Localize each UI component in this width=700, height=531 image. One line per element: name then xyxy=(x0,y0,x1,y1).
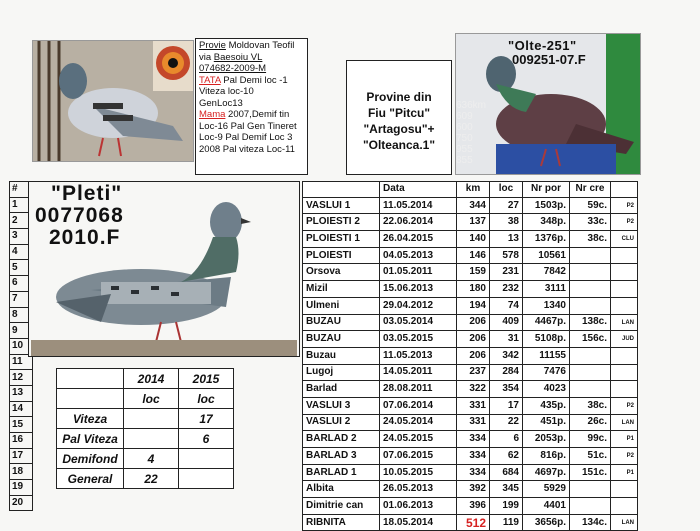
race-place: 578 xyxy=(490,247,523,264)
race-place: 231 xyxy=(490,264,523,281)
race-category: P1 xyxy=(611,431,638,448)
race-date: 03.05.2014 xyxy=(380,314,457,331)
summary-value: 6 xyxy=(179,429,234,449)
race-fanciers xyxy=(570,281,611,298)
race-fanciers: 134c. xyxy=(570,514,611,531)
column-header: Data xyxy=(380,182,457,198)
race-distance: 392 xyxy=(457,481,490,498)
table-row xyxy=(303,414,638,431)
race-location: Barlad xyxy=(303,381,380,398)
row-index: 17 xyxy=(10,448,33,464)
race-location: BARLAD 3 xyxy=(303,448,380,465)
overlay-line: 636km xyxy=(456,100,487,111)
race-pigeons: 4401 xyxy=(523,498,570,515)
summary-value: 22 xyxy=(124,469,179,489)
race-category: P2 xyxy=(611,448,638,465)
sire-ring-number: 009251-07.F xyxy=(512,52,586,67)
loc-2015: loc xyxy=(179,389,234,409)
race-category xyxy=(611,247,638,264)
race-category: P2 xyxy=(611,197,638,214)
race-date: 24.05.2015 xyxy=(380,431,457,448)
race-distance: 180 xyxy=(457,281,490,298)
origin-line-4: "Olteanca.1" xyxy=(362,138,436,152)
race-distance: 322 xyxy=(457,381,490,398)
mama-label: Mama xyxy=(199,109,226,120)
race-date: 11.05.2013 xyxy=(380,347,457,364)
race-results-table xyxy=(302,181,638,531)
race-date: 01.06.2013 xyxy=(380,498,457,515)
summary-label: Viteza xyxy=(57,409,124,429)
race-place: 31 xyxy=(490,331,523,348)
race-fanciers: 138c. xyxy=(570,314,611,331)
summary-row xyxy=(57,449,234,469)
race-place: 409 xyxy=(490,314,523,331)
column-header: Nr por xyxy=(523,182,570,198)
race-category xyxy=(611,498,638,515)
overlay-line: 855 xyxy=(456,155,473,166)
parent-photo xyxy=(32,40,194,162)
race-distance: 512 xyxy=(457,514,490,531)
tata-text: Pal Demi loc -1 xyxy=(223,74,288,86)
row-index: 7 xyxy=(10,291,33,307)
race-date: 15.06.2013 xyxy=(380,281,457,298)
overlay-line: 609 xyxy=(456,111,473,122)
race-pigeons: 7476 xyxy=(523,364,570,381)
race-place: 199 xyxy=(490,498,523,515)
summary-row xyxy=(57,409,234,429)
summary-value xyxy=(124,429,179,449)
pedigree-info-box xyxy=(195,38,308,175)
race-place: 62 xyxy=(490,448,523,465)
summary-value: 17 xyxy=(179,409,234,429)
race-fanciers xyxy=(570,347,611,364)
table-row xyxy=(303,281,638,298)
race-distance: 206 xyxy=(457,347,490,364)
race-location: BARLAD 1 xyxy=(303,464,380,481)
race-category xyxy=(611,264,638,281)
race-pigeons: 451p. xyxy=(523,414,570,431)
race-pigeons: 11155 xyxy=(523,347,570,364)
race-pigeons: 3656p. xyxy=(523,514,570,531)
race-fanciers: 151c. xyxy=(570,464,611,481)
info-line-10: 2008 Pal viteza Loc-11 xyxy=(199,143,295,155)
summary-value xyxy=(179,469,234,489)
race-location: Dimitrie can xyxy=(303,498,380,515)
summary-label: Demifond xyxy=(57,449,124,469)
race-pigeons: 5929 xyxy=(523,481,570,498)
race-fanciers: 156c. xyxy=(570,331,611,348)
race-location: BARLAD 2 xyxy=(303,431,380,448)
race-distance: 146 xyxy=(457,247,490,264)
race-distance: 331 xyxy=(457,414,490,431)
row-index: 16 xyxy=(10,433,33,449)
via-value: Baesoiu VL xyxy=(213,51,263,63)
bird-year: 2010.F xyxy=(49,226,121,249)
race-distance: 159 xyxy=(457,264,490,281)
summary-corner-2 xyxy=(57,389,124,409)
results-summary xyxy=(56,368,234,489)
race-pigeons: 10561 xyxy=(523,247,570,264)
row-index: 1 xyxy=(10,197,33,213)
race-pigeons: 435p. xyxy=(523,397,570,414)
table-row xyxy=(303,314,638,331)
race-date: 07.06.2014 xyxy=(380,397,457,414)
race-category: P1 xyxy=(611,464,638,481)
race-place: 22 xyxy=(490,414,523,431)
summary-label: General xyxy=(57,469,124,489)
race-date: 29.04.2012 xyxy=(380,297,457,314)
race-place: 27 xyxy=(490,197,523,214)
race-distance: 137 xyxy=(457,214,490,231)
row-index: 13 xyxy=(10,385,33,401)
row-index: 14 xyxy=(10,401,33,417)
table-row xyxy=(303,197,638,214)
info-line-8: Loc-16 Pal Gen Tineret xyxy=(199,120,297,132)
column-header xyxy=(611,182,638,198)
race-fanciers xyxy=(570,498,611,515)
race-place: 74 xyxy=(490,297,523,314)
race-date: 04.05.2013 xyxy=(380,247,457,264)
row-index: 9 xyxy=(10,323,33,339)
table-row xyxy=(303,331,638,348)
summary-row xyxy=(57,469,234,489)
race-place: 342 xyxy=(490,347,523,364)
race-location: Albita xyxy=(303,481,380,498)
row-index: 10 xyxy=(10,338,33,354)
race-fanciers xyxy=(570,247,611,264)
race-place: 345 xyxy=(490,481,523,498)
race-category xyxy=(611,281,638,298)
race-pigeons: 4697p. xyxy=(523,464,570,481)
table-row xyxy=(303,498,638,515)
mama-text: 2007,Demif tin xyxy=(228,109,290,120)
race-distance: 194 xyxy=(457,297,490,314)
info-line-5: Viteza loc-10 xyxy=(199,86,254,97)
race-distance: 140 xyxy=(457,231,490,248)
summary-label: Pal Viteza xyxy=(57,429,124,449)
race-location: Buzau xyxy=(303,347,380,364)
row-index: 3 xyxy=(10,229,33,245)
race-category: LAN xyxy=(611,514,638,531)
race-place: 17 xyxy=(490,397,523,414)
sire-ring: 074682-2009-M xyxy=(199,63,267,74)
row-index: 4 xyxy=(10,244,33,260)
race-fanciers: 59c. xyxy=(570,197,611,214)
race-category: P2 xyxy=(611,214,638,231)
table-row xyxy=(303,214,638,231)
race-location: Lugoj xyxy=(303,364,380,381)
race-location: PLOIESTI 2 xyxy=(303,214,380,231)
column-header: Nr cre xyxy=(570,182,611,198)
provie-label: Provie xyxy=(199,40,226,51)
race-distance: 206 xyxy=(457,314,490,331)
race-fanciers xyxy=(570,297,611,314)
race-location: PLOIESTI 1 xyxy=(303,231,380,248)
pigeon-main-image xyxy=(31,182,297,356)
table-row xyxy=(303,448,638,465)
year-2015: 2015 xyxy=(179,369,234,389)
origin-line-3: "Artagosu"+ xyxy=(363,122,435,136)
sire-photo xyxy=(455,33,641,175)
year-2014: 2014 xyxy=(124,369,179,389)
row-index: 18 xyxy=(10,464,33,480)
table-row xyxy=(303,431,638,448)
race-location: VASLUI 3 xyxy=(303,397,380,414)
race-distance: 334 xyxy=(457,464,490,481)
race-pigeons: 3111 xyxy=(523,281,570,298)
column-header xyxy=(303,182,380,198)
race-category: CLU xyxy=(611,231,638,248)
sire-distance-overlay xyxy=(456,100,486,166)
race-fanciers xyxy=(570,364,611,381)
origin-line-1: Provine din xyxy=(366,90,432,104)
race-category xyxy=(611,297,638,314)
race-pigeons: 2053p. xyxy=(523,431,570,448)
bird-name: "Pleti" xyxy=(51,182,123,205)
race-distance: 331 xyxy=(457,397,490,414)
summary-corner xyxy=(57,369,124,389)
race-fanciers: 51c. xyxy=(570,448,611,465)
table-row xyxy=(303,381,638,398)
race-category: P2 xyxy=(611,397,638,414)
via-label: via xyxy=(199,51,212,63)
table-row xyxy=(303,297,638,314)
bird-ring: 0077068 xyxy=(35,204,124,227)
race-pigeons: 348p. xyxy=(523,214,570,231)
race-pigeons: 5108p. xyxy=(523,331,570,348)
race-location: Ulmeni xyxy=(303,297,380,314)
race-fanciers: 99c. xyxy=(570,431,611,448)
race-date: 10.05.2015 xyxy=(380,464,457,481)
overlay-line: 600 xyxy=(456,122,473,133)
race-pigeons: 4467p. xyxy=(523,314,570,331)
summary-value xyxy=(124,409,179,429)
race-pigeons: 4023 xyxy=(523,381,570,398)
table-row xyxy=(303,231,638,248)
race-date: 24.05.2014 xyxy=(380,414,457,431)
table-row xyxy=(303,347,638,364)
race-date: 07.06.2015 xyxy=(380,448,457,465)
race-location: VASLUI 1 xyxy=(303,197,380,214)
race-date: 11.05.2014 xyxy=(380,197,457,214)
race-place: 6 xyxy=(490,431,523,448)
race-place: 38 xyxy=(490,214,523,231)
race-category xyxy=(611,481,638,498)
race-date: 28.08.2011 xyxy=(380,381,457,398)
bird-identity xyxy=(28,181,300,357)
race-date: 22.06.2014 xyxy=(380,214,457,231)
table-row xyxy=(303,364,638,381)
info-line-9: Loc-9 Pal Demif Loc 3 xyxy=(199,132,293,143)
race-location: BUZAU xyxy=(303,331,380,348)
race-location: PLOIESTI xyxy=(303,247,380,264)
summary-row xyxy=(57,429,234,449)
overlay-line: 955 xyxy=(456,144,473,155)
race-pigeons: 1503p. xyxy=(523,197,570,214)
origin-line-2: Fiu "Pitcu" xyxy=(367,106,431,120)
race-distance: 206 xyxy=(457,331,490,348)
race-place: 684 xyxy=(490,464,523,481)
row-index: 2 xyxy=(10,213,33,229)
race-category xyxy=(611,347,638,364)
race-date: 14.05.2011 xyxy=(380,364,457,381)
race-category: LAN xyxy=(611,314,638,331)
race-place: 13 xyxy=(490,231,523,248)
race-fanciers xyxy=(570,381,611,398)
race-category: JUD xyxy=(611,331,638,348)
row-index: 11 xyxy=(10,354,33,370)
race-location: BUZAU xyxy=(303,314,380,331)
race-location: Orsova xyxy=(303,264,380,281)
race-date: 18.05.2014 xyxy=(380,514,457,531)
origin-box xyxy=(346,60,452,175)
race-fanciers xyxy=(570,264,611,281)
race-distance: 344 xyxy=(457,197,490,214)
race-date: 01.05.2011 xyxy=(380,264,457,281)
row-index: 19 xyxy=(10,480,33,496)
race-place: 119 xyxy=(490,514,523,531)
row-index: 6 xyxy=(10,276,33,292)
race-fanciers: 26c. xyxy=(570,414,611,431)
info-line-6: GenLoc13 xyxy=(199,97,243,109)
overlay-line: 750 xyxy=(456,133,473,144)
race-pigeons: 7842 xyxy=(523,264,570,281)
race-category xyxy=(611,381,638,398)
pigeon-parent-image xyxy=(33,41,193,161)
race-distance: 396 xyxy=(457,498,490,515)
race-location: Mizil xyxy=(303,281,380,298)
table-row xyxy=(303,397,638,414)
race-distance: 334 xyxy=(457,448,490,465)
table-row xyxy=(303,464,638,481)
race-pigeons: 1376p. xyxy=(523,231,570,248)
loc-2014: loc xyxy=(124,389,179,409)
race-place: 284 xyxy=(490,364,523,381)
summary-value xyxy=(179,449,234,469)
race-pigeons: 1340 xyxy=(523,297,570,314)
race-fanciers: 38c. xyxy=(570,231,611,248)
table-row xyxy=(303,481,638,498)
race-distance: 237 xyxy=(457,364,490,381)
column-header: loc xyxy=(490,182,523,198)
row-index: 8 xyxy=(10,307,33,323)
race-location: VASLUI 2 xyxy=(303,414,380,431)
table-row xyxy=(303,247,638,264)
race-category xyxy=(611,364,638,381)
race-date: 26.05.2013 xyxy=(380,481,457,498)
race-location: RIBNITA xyxy=(303,514,380,531)
row-index: 5 xyxy=(10,260,33,276)
tata-label: TATA xyxy=(199,74,221,86)
race-category: LAN xyxy=(611,414,638,431)
race-fanciers: 38c. xyxy=(570,397,611,414)
race-distance: 334 xyxy=(457,431,490,448)
race-date: 26.04.2015 xyxy=(380,231,457,248)
race-date: 03.05.2015 xyxy=(380,331,457,348)
table-row xyxy=(303,264,638,281)
race-pigeons: 816p. xyxy=(523,448,570,465)
provie-value: Moldovan Teofil xyxy=(228,40,295,51)
row-index: 12 xyxy=(10,370,33,386)
summary-value: 4 xyxy=(124,449,179,469)
race-fanciers xyxy=(570,481,611,498)
column-header: km xyxy=(457,182,490,198)
sire-name: "Olte-251" xyxy=(508,38,577,53)
row-index: 15 xyxy=(10,417,33,433)
race-place: 232 xyxy=(490,281,523,298)
race-place: 354 xyxy=(490,381,523,398)
race-fanciers: 33c. xyxy=(570,214,611,231)
index-header: # xyxy=(10,182,33,198)
row-index: 20 xyxy=(10,495,33,511)
table-row xyxy=(303,514,638,531)
